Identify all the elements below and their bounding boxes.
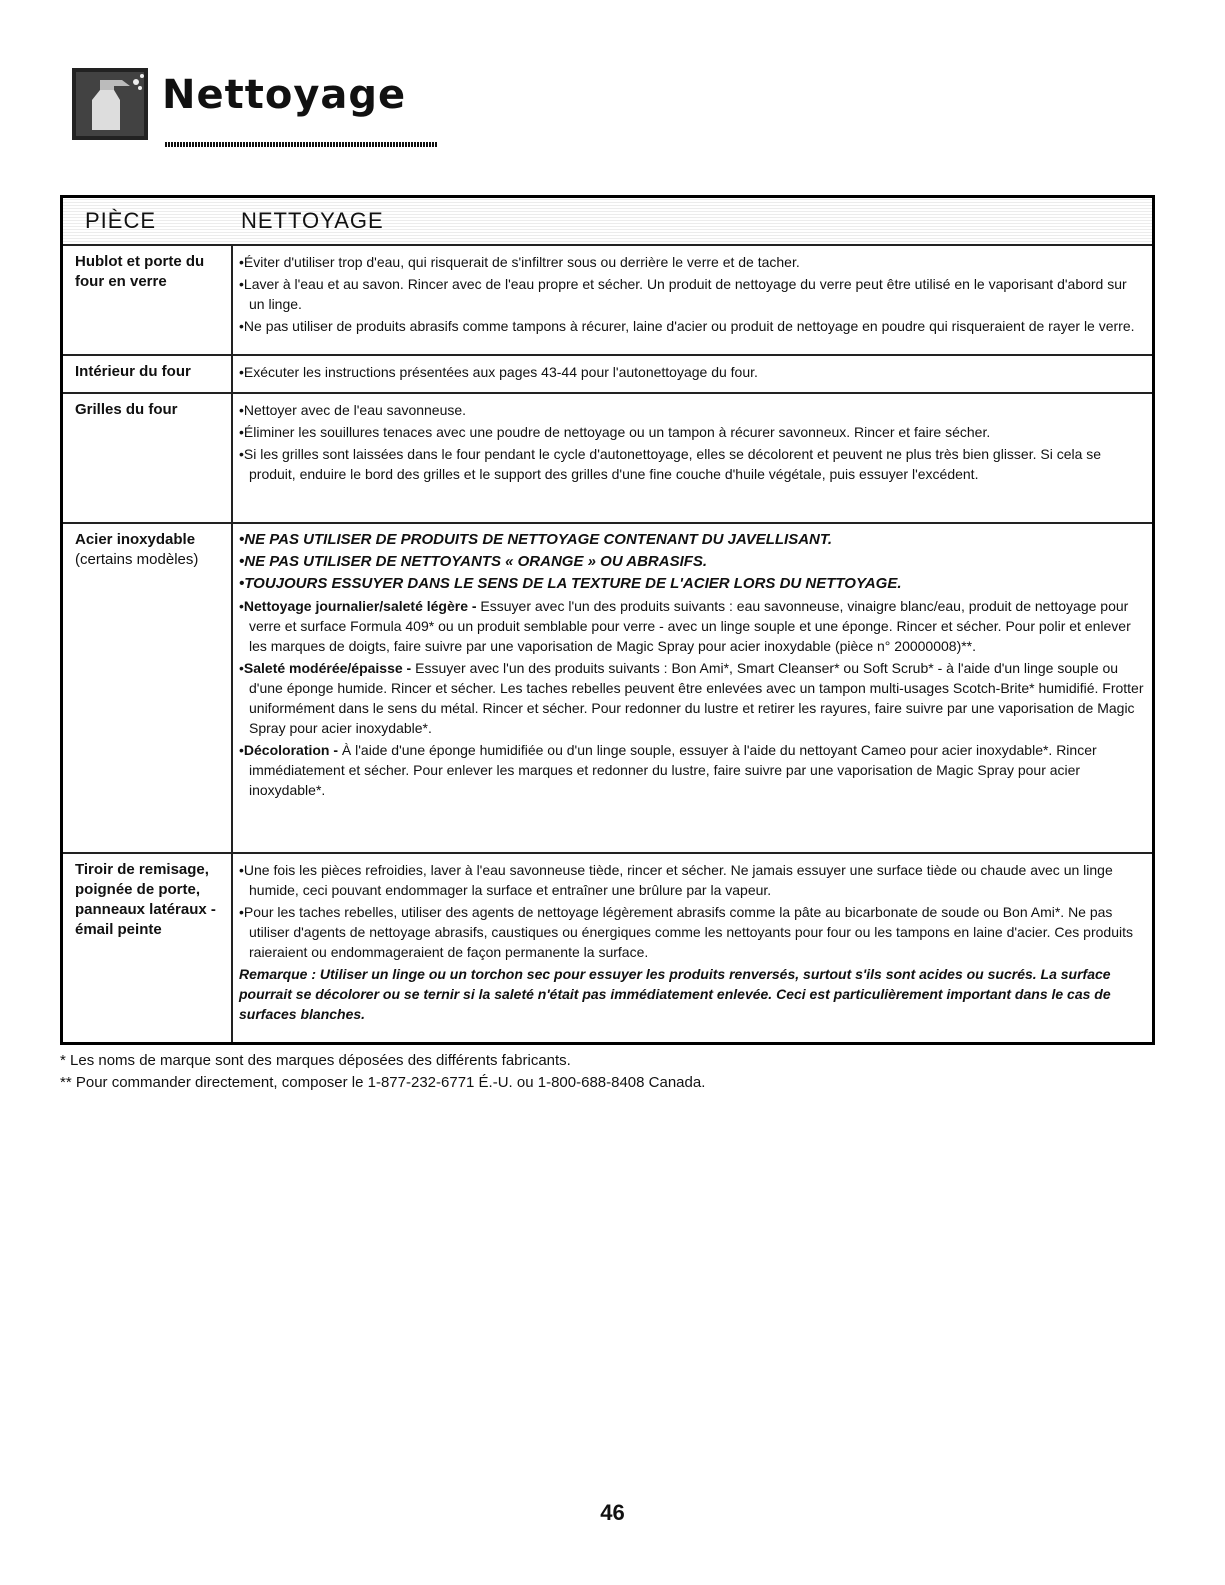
list-item [239,596,1144,656]
piece-label-main: Acier inoxydable [75,531,196,548]
list-item: • Si les grilles sont laissées dans le four pendant le cycle d'autonettoyage, elles se décolorent et peuvent ne plus très bien glisser. Si cela se produit, enduire le bord des grilles et le support des grilles d'une fine couche d'huile végétale, puis essuyer l'excédent. [239,444,1144,484]
list-item: • Ne pas utiliser de produits abrasifs comme tampons à récurer, laine d'acier ou produit de nettoyage en poudre qui risqueraient de rayer le verre. [239,316,1144,336]
table-row [63,524,1152,854]
title-underline [165,142,437,147]
cleaning-instructions [239,860,1144,1026]
list-item: • Nettoyer avec de l'eau savonneuse. [239,400,1144,420]
table-row [63,246,1152,356]
footnote: ** Pour commander directement, composer le 1-877-232-6771 É.-U. ou 1-800-688-8408 Canada. [60,1074,706,1091]
list-item: • Pour les taches rebelles, utiliser des agents de nettoyage légèrement abrasifs comme la pâte au bicarbonate de soude ou Bon Ami*. Ne pas utiliser d'agents de nettoyage abrasifs, caustiques ou énergiques comme les nettoyants pour four ou les tampons en laine d'acier. Ces produits raieraient ou endommageraient de façon permanente la surface. [239,902,1144,962]
piece-label: Intérieur du four [75,363,191,380]
column-header-piece: PIÈCE [85,208,157,233]
page-header [70,60,430,160]
piece-label: Tiroir de remisage, poignée de porte, panneaux latéraux - émail peinte [75,861,216,938]
warning-item: • NE PAS UTILISER DE NETTOYANTS « ORANGE » OU ABRASIFS. [239,552,1144,572]
note-text: Remarque : Utiliser un linge ou un torchon sec pour essuyer les produits renversés, surtout s'ils sont acides ou sucrés. La surface pourrait se décolorer ou se ternir si la saleté n'était pas immédiatement enlevée. Ceci est particulièrement important dans le cas de surfaces blanches. [239,966,1111,1022]
table-header-row [63,198,1152,246]
page-number: 46 [600,1500,625,1525]
table-row [63,854,1152,1042]
item-label: Nettoyage journalier/saleté légère - [243,598,477,614]
list-item [239,658,1144,738]
table-row [63,394,1152,524]
cleaning-instructions [239,530,1144,802]
cleaning-instructions [239,252,1144,338]
table-row [63,356,1152,394]
piece-label: Hublot et porte du four en verre [75,253,205,290]
spray-bottle-icon [70,60,152,142]
cleaning-instructions [239,362,1144,384]
item-label: Décoloration - [243,742,339,758]
list-item: • Éliminer les souillures tenaces avec une poudre de nettoyage ou un tampon à récurer savonneux. Rincer et faire sécher. [239,422,1144,442]
item-label: Saleté modérée/épaisse - [243,660,412,676]
footnote: * Les noms de marque sont des marques déposées des différents fabricants. [60,1052,571,1069]
list-item: • Exécuter les instructions présentées aux pages 43-44 pour l'autonettoyage du four. [239,362,1144,382]
footnotes [60,1050,705,1094]
column-header-nettoyage: NETTOYAGE [241,208,384,233]
cleaning-table [60,195,1155,1045]
list-item [239,740,1144,800]
piece-label: Grilles du four [75,401,178,418]
warning-item: • NE PAS UTILISER DE PRODUITS DE NETTOYAGE CONTENANT DU JAVELLISANT. [239,530,1144,550]
piece-label [75,530,225,570]
piece-label-sub: (certains modèles) [75,551,199,568]
item-text: À l'aide d'une éponge humidifiée ou d'un linge souple, essuyer à l'aide du nettoyant Cameo pour acier inoxydable*. Rincer immédiatement et sécher. Pour enlever les marques et redonner du lustre, faire suivre par une vaporisation de Magic Spray pour acier inoxydable*. [249,742,1097,798]
cleaning-instructions [239,400,1144,486]
item-text: Essuyer avec l'un des produits suivants : eau savonneuse, vinaigre blanc/eau, produit de nettoyage pour verre et surface Formula 409* ou un produit semblable pour verre - avec un linge souple et une éponge. Rincer et sécher. Pour polir et enlever les marques de doigts, faire suivre par une vaporisation de Magic Spray pour acier inoxydable (pièce n° 20000008)**. [249,598,1131,654]
warning-item: • TOUJOURS ESSUYER DANS LE SENS DE LA TEXTURE DE L'ACIER LORS DU NETTOYAGE. [239,574,1144,594]
item-text: Essuyer avec l'un des produits suivants : Bon Ami*, Smart Cleanser* ou Soft Scrub* - à l'aide d'un linge souple ou d'une éponge humide. Rincer et sécher. Les taches rebelles peuvent être enlevées avec un tampon multi-usages Scotch-Brite* humidifié. Frotter uniformément dans le sens du métal. Rincer et sécher. Pour redonner du lustre et retirer les rayures, faire suivre par une vaporisation de Magic Spray pour acier inoxydable*. [249,660,1144,736]
list-item: • Laver à l'eau et au savon. Rincer avec de l'eau propre et sécher. Un produit de nettoyage du verre peut être utilisé en le vaporisant d'abord sur un linge. [239,274,1144,314]
page-title: Nettoyage [162,72,407,118]
list-item: • Une fois les pièces refroidies, laver à l'eau savonneuse tiède, rincer et sécher. Ne jamais essuyer une surface tiède ou chaude avec un linge humide, ceci pouvant endommager la surface et entraîner une brûlure par la vapeur. [239,860,1144,900]
list-item: • Éviter d'utiliser trop d'eau, qui risquerait de s'infiltrer sous ou derrière le verre et de tacher. [239,252,1144,272]
